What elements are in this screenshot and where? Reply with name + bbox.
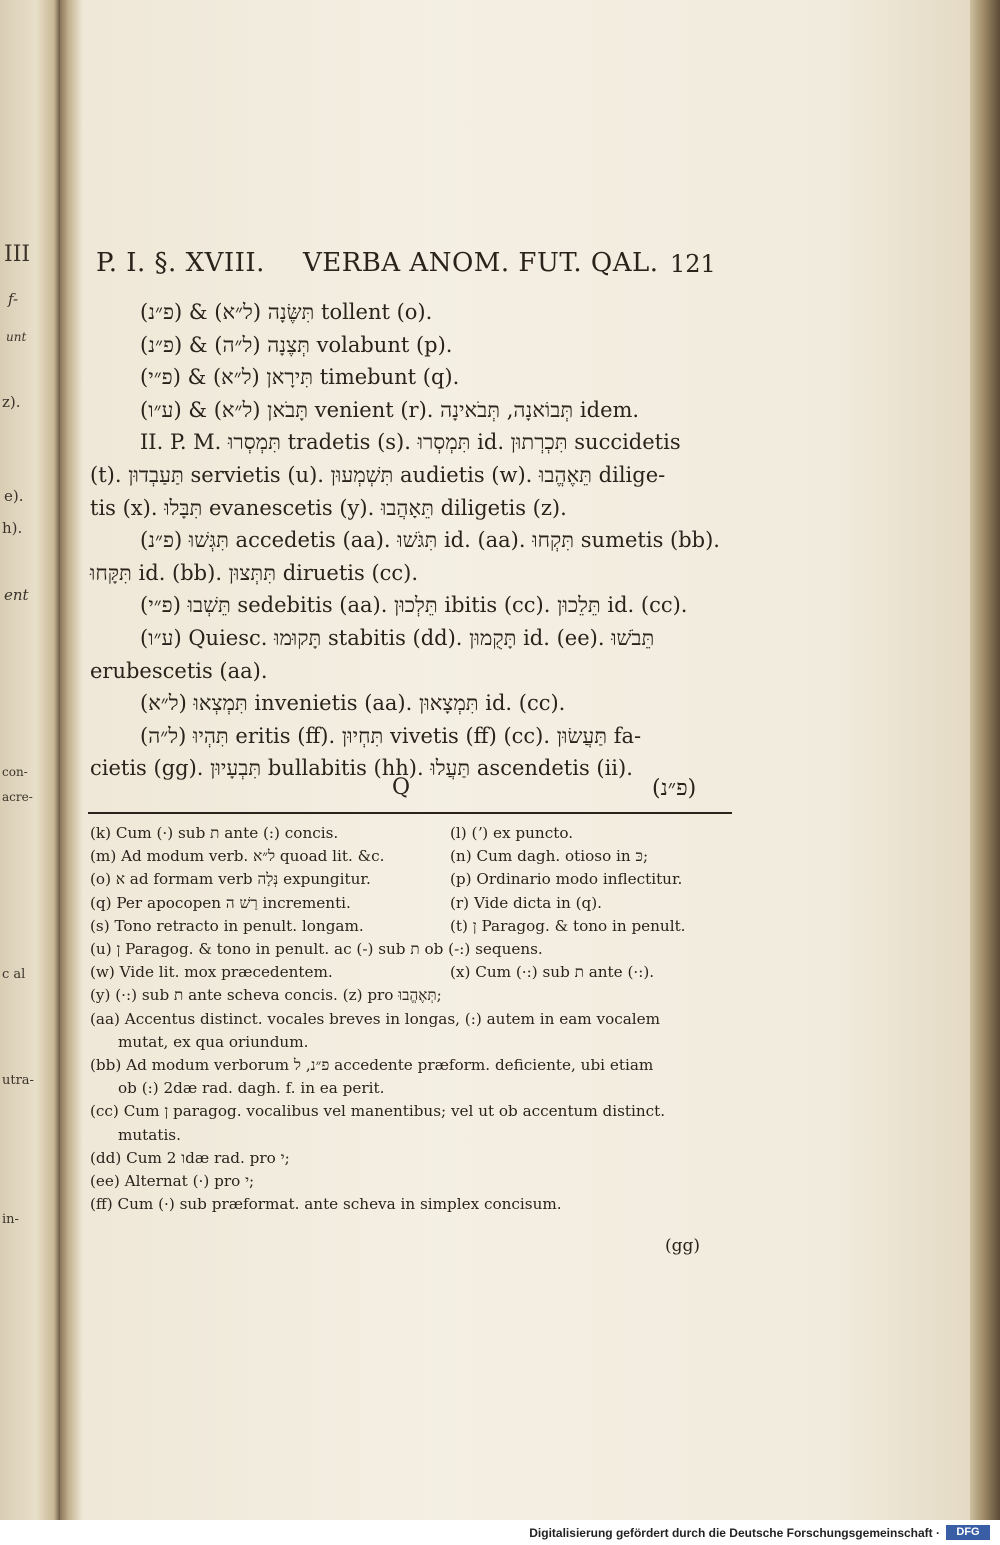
body-line: (פ״נ) & (ל״ה) תְּצֶנָה volabunt (p). (140, 332, 453, 357)
footnote: (x) Cum (·:) sub ת ante (·:). (450, 963, 655, 982)
body-line: (פ״י) & (ל״א) תִּירָאן timebunt (q). (140, 365, 460, 390)
margin-fragment: e). (4, 487, 24, 505)
footnote-row (90, 961, 736, 984)
footnote: (u) ן Paragog. & tono in penult. ac (-) sub ת ob (-:) sequens. (90, 940, 543, 959)
margin-fragment: III (4, 242, 31, 267)
footnote: (t) ן Paragog. & tono in penult. (450, 916, 686, 935)
footnote: (cc) Cum ן paragog. vocalibus vel manentibus; vel ut ob accentum distinct. (90, 1102, 666, 1121)
running-head-title: VERBA ANOM. FUT. QAL. (302, 248, 659, 278)
footnote-rule (88, 812, 732, 814)
body-line: (ל״א) תִּמְצְאוּ invenietis (aa). תִּמְצָאוּן id. (cc). (140, 691, 566, 716)
body-line: (t). תַּעַבְדוּן servietis (u). תִּשְׁמְעוּן audietis (w). תֵּאֶהֱבוּ dilige- (90, 462, 666, 487)
footnote-row (90, 915, 736, 938)
footnote: (n) Cum dagh. otioso in כּ; (450, 847, 649, 866)
footnote-row (90, 892, 736, 915)
footnote: (ee) Alternat (·) pro י; (90, 1172, 255, 1191)
footnote: (ff) Cum (·) sub præformat. ante scheva in simplex concisum. (90, 1195, 562, 1214)
body-line: erubescetis (aa). (90, 658, 268, 683)
footnote: (bb) Ad modum verborum פ״נ, ל accedente præform. deficiente, ubi etiam (90, 1056, 654, 1075)
margin-fragment: in- (2, 1212, 19, 1227)
footnotes (90, 822, 736, 1216)
footnote: (y) (·:) sub ת ante scheva concis. (z) pro תְּאֶהֱבוּ; (90, 986, 442, 1005)
footnote: (s) Tono retracto in penult. longam. (90, 916, 364, 935)
margin-fragment: unt (6, 330, 27, 344)
margin-fragment: f- (8, 290, 19, 308)
footnote-continuation: ob (:) 2dæ rad. dagh. f. in ea perit. (118, 1079, 385, 1098)
footnote: (p) Ordinario modo inflectitur. (450, 870, 683, 889)
margin-fragment: acre- (2, 790, 33, 804)
footnote-catchword: (gg) (665, 1236, 701, 1256)
margin-fragment: c al (2, 967, 26, 982)
footnote: (m) Ad modum verb. ל״א quoad lit. &c. (90, 847, 385, 866)
body-line: (פ״נ) תִּגְּשׁוּ accedetis (aa). תִּגֹּשׁוּ id. (aa). תִּקְחוּ sumetis (bb). (140, 528, 720, 553)
footnote: (l) (ʼ) ex puncto. (450, 824, 574, 842)
footnote-row (90, 845, 736, 868)
footnote-continuation: mutat, ex qua oriundum. (118, 1032, 309, 1051)
body-line: cietis (gg). תִּבְעָיוּן bullabitis (hh). תַּעֲלוּ ascendetis (ii). (90, 756, 633, 781)
page-number: 121 (670, 250, 716, 278)
body-line: (פ״נ) & (ל״א) תִּשֶּׂנָה tollent (o). (140, 300, 433, 324)
body-line: II. P. M. תִּמְסְרוּ tradetis (s). תִּמְסְרוּ id. תִּכְרְתוּן succidetis (140, 430, 681, 455)
footnote: (w) Vide lit. mox præcedentem. (90, 963, 333, 982)
digitization-credit: Digitalisierung gefördert durch die Deutsche Forschungsgemeinschaft · (529, 1526, 940, 1540)
body-line: (ע״ו) Quiesc. תָּקוּמוּ stabitis (dd). תָּקֻמוּן id. (ee). תֵּבֹשׁוּ (140, 625, 655, 650)
footnote: (q) Per apocopen רַשׁ ה incrementi. (90, 893, 351, 912)
body-line: (ע״ו) & (ל״א) תָּבֹאן venient (r). תְּבוֹאנָה, תְּבֹאינָה idem. (140, 397, 640, 422)
margin-fragment: con- (2, 765, 28, 779)
catchword: (פ״נ) (652, 776, 697, 801)
margin-fragment: utra- (2, 1073, 34, 1088)
footnote: (k) Cum (·) sub ת ante (:) concis. (90, 824, 339, 842)
margin-fragment: h). (2, 519, 23, 537)
footnote-row (90, 868, 736, 891)
signature-mark: Q (392, 775, 411, 800)
body-line: (ל״ה) תִּהְיוּ eritis (ff). תִּחְיוּן vivetis (ff) (cc). תַּעֲשׂוּן fa- (140, 723, 642, 748)
footnote-continuation: mutatis. (118, 1125, 181, 1144)
footnote: (aa) Accentus distinct. vocales breves in longas, (:) autem in eam vocalem (90, 1009, 661, 1028)
body-text (90, 296, 730, 785)
dfg-logo-icon: DFG (946, 1525, 990, 1540)
footnote: (dd) Cum ו 2dæ rad. pro י; (90, 1148, 290, 1167)
margin-fragment: z). (2, 393, 21, 411)
running-head-section: P. I. §. XVIII. (96, 248, 265, 278)
body-line: tis (x). תִּבָּלוּ evanescetis (y). תֵּאָהֲבוּ diligetis (z). (90, 495, 567, 520)
running-head (96, 248, 659, 278)
right-page-edge (970, 0, 1000, 1520)
body-line: (פ״י) תֵּשְׁבוּ sedebitis (aa). תֵּלְכוּן ibitis (cc). תֵּלֵכוּן id. (cc). (140, 593, 688, 618)
footnote: (r) Vide dicta in (q). (450, 893, 602, 912)
margin-fragment: ent (4, 586, 29, 604)
footnote-row (90, 822, 736, 845)
footnote: (o) א ad formam verb נְּלָה expungitur. (90, 870, 371, 889)
body-line: תִּקָּחוּ id. (bb). תִּתְּצוּן diruetis (cc). (90, 560, 419, 585)
book-gutter (60, 0, 82, 1545)
